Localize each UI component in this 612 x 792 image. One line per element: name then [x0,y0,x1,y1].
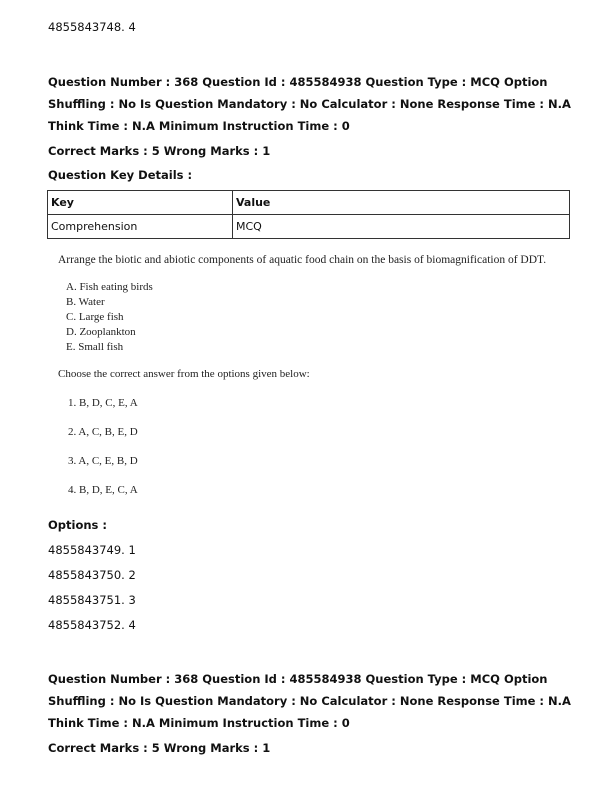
key-value-table [47,190,570,239]
question-instruction: Choose the correct answer from the options given below: [58,368,310,380]
question-header-1: Question Number : 368 Question Id : 485584938 Question Type : MCQ Option Shuffling : No Is Question Mandatory : No Calculator : None Response Time : N.A Think Time : N.A Minimum Instruction Time : 0 [48,75,571,133]
answer-choice-3: 3. A, C, E, B, D [68,455,138,467]
option-id-4: 4855843752. 4 [48,618,136,632]
question-item-e: E. Small fish [66,341,124,353]
answer-choice-4: 4. B, D, E, C, A [68,484,138,496]
marks-line-1: Correct Marks : 5 Wrong Marks : 1 [48,144,271,158]
question-item-a: A. Fish eating birds [66,281,153,293]
answer-choice-2: 2. A, C, B, E, D [68,426,138,438]
question-key-details-label: Question Key Details : [48,168,193,182]
question-item-b: B. Water [66,296,105,308]
option-id-1: 4855843749. 1 [48,543,136,557]
marks-line-2: Correct Marks : 5 Wrong Marks : 1 [48,741,271,755]
previous-option-line: 4855843748. 4 [48,20,136,34]
options-label: Options : [48,518,107,532]
table-header-row [48,191,570,215]
table-cell-value: MCQ [233,215,570,239]
option-id-2: 4855843750. 2 [48,568,136,582]
table-header-value: Value [233,191,570,215]
table-row [48,215,570,239]
question-item-c: C. Large fish [66,311,124,323]
table-header-key: Key [48,191,233,215]
question-header-2: Question Number : 368 Question Id : 485584938 Question Type : MCQ Option Shuffling : No Is Question Mandatory : No Calculator : None Response Time : N.A Think Time : N.A Minimum Instruction Time : 0 [48,672,571,730]
table-cell-key: Comprehension [48,215,233,239]
option-id-3: 4855843751. 3 [48,593,136,607]
question-item-d: D. Zooplankton [66,326,136,338]
question-stem: Arrange the biotic and abiotic components of aquatic food chain on the basis of biomagnification of DDT. [58,254,547,266]
answer-choice-1: 1. B, D, C, E, A [68,397,138,409]
